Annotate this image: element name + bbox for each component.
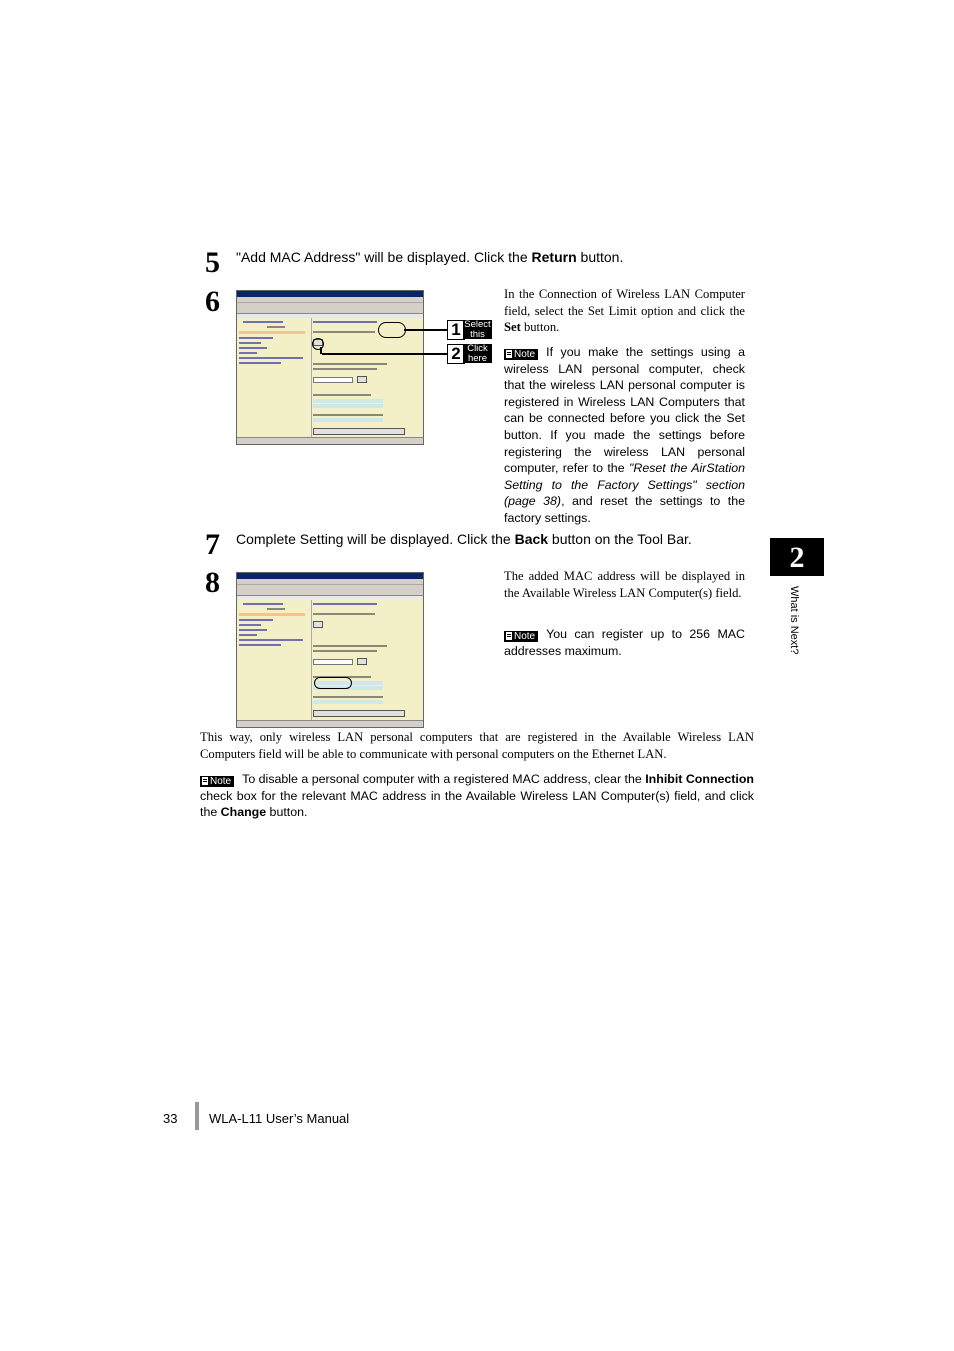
final-note	[200, 771, 754, 821]
footer-divider	[195, 1102, 199, 1130]
note-badge	[504, 631, 538, 642]
step-6-note-ref: "Reset the AirStation Setting to the Factory Settings" section (page 38)	[504, 461, 745, 509]
note-label: Note	[514, 349, 536, 360]
step-7-text-b: button on the Tool Bar.	[548, 531, 692, 547]
click-circle	[312, 338, 324, 350]
step-7-text-a: Complete Setting will be displayed. Click the	[236, 531, 515, 547]
step-8-number: 8	[205, 566, 220, 599]
return-button-ref: Return	[531, 249, 577, 265]
step-5-text-a: "Add MAC Address" will be displayed. Click the	[236, 249, 532, 265]
note-icon	[506, 632, 512, 640]
final-note-a: To disable a personal computer with a registered MAC address, clear the	[242, 772, 646, 786]
step-5-number: 5	[205, 246, 220, 279]
note-badge	[200, 776, 234, 787]
note-icon	[202, 777, 208, 785]
final-note-b: check box for the relevant MAC address in the Available Wireless LAN Computer(s) field, and click the	[200, 788, 754, 820]
note-icon	[506, 350, 512, 358]
inhibit-connection-ref: Inhibit Connection	[645, 772, 754, 786]
chapter-tab-label: What is Next?	[788, 586, 800, 655]
step-6-paragraph	[504, 286, 745, 336]
screenshot-step-8	[236, 572, 424, 728]
step-6-note-b: , and reset the settings to the factory settings.	[504, 494, 745, 525]
screenshot-step-6	[236, 290, 424, 445]
callout-1-number: 1	[447, 320, 465, 340]
note-label: Note	[514, 631, 536, 642]
change-button-ref: Change	[220, 805, 267, 820]
callout-2-number: 2	[447, 344, 465, 364]
final-note-c: button.	[266, 805, 308, 820]
step-5-text	[236, 249, 756, 266]
callout-1-label-b: this	[470, 328, 485, 340]
callout-1-label-a: Select	[464, 319, 491, 330]
summary-paragraph: This way, only wireless LAN personal computers that are registered in the Available Wireless LAN Computers field will be able to communicate with personal computers on the Ethernet LAN.	[200, 730, 754, 761]
added-mac-oval	[314, 677, 352, 689]
note-label: Note	[210, 776, 232, 787]
step-8-note-text: You can register up to 256 MAC addresses maximum.	[504, 627, 745, 658]
select-oval	[378, 322, 406, 338]
step-6-number: 6	[205, 285, 220, 318]
step-6-note	[504, 344, 745, 527]
step-6-para-b: button.	[520, 320, 560, 334]
step-7-number: 7	[205, 528, 220, 561]
callout-2-label-a: Click	[467, 343, 488, 354]
note-badge	[504, 349, 538, 360]
callout-line-2-stub	[320, 347, 322, 354]
callout-1-label	[463, 320, 492, 339]
page-number: 33	[163, 1111, 178, 1126]
back-button-ref: Back	[514, 531, 549, 547]
callout-2-label-b: here	[467, 352, 487, 364]
step-6-para-a: In the Connection of Wireless LAN Computer field, select the Set Limit option and click the	[504, 287, 745, 318]
step-8-paragraph: The added MAC address will be displayed in the Available Wireless LAN Computer(s) field.	[504, 569, 745, 600]
callout-line-1	[404, 329, 448, 331]
chapter-tab: 2	[770, 538, 824, 576]
set-button-ref: Set	[504, 320, 521, 334]
step-5-text-b: button.	[576, 249, 624, 265]
step-6-note-a: If you make the settings using a wireless LAN personal computer, check that the wireless LAN personal computer is registered in Wireless LAN Computers that can be connected before you click the Set button. If you made the settings before registering the wireless LAN personal computer, refer to the	[504, 345, 745, 476]
callout-2-label	[463, 344, 492, 363]
step-8-note	[504, 626, 745, 659]
step-7-text	[236, 531, 756, 548]
manual-title: WLA-L11 User’s Manual	[209, 1111, 350, 1126]
callout-line-2	[322, 353, 448, 355]
